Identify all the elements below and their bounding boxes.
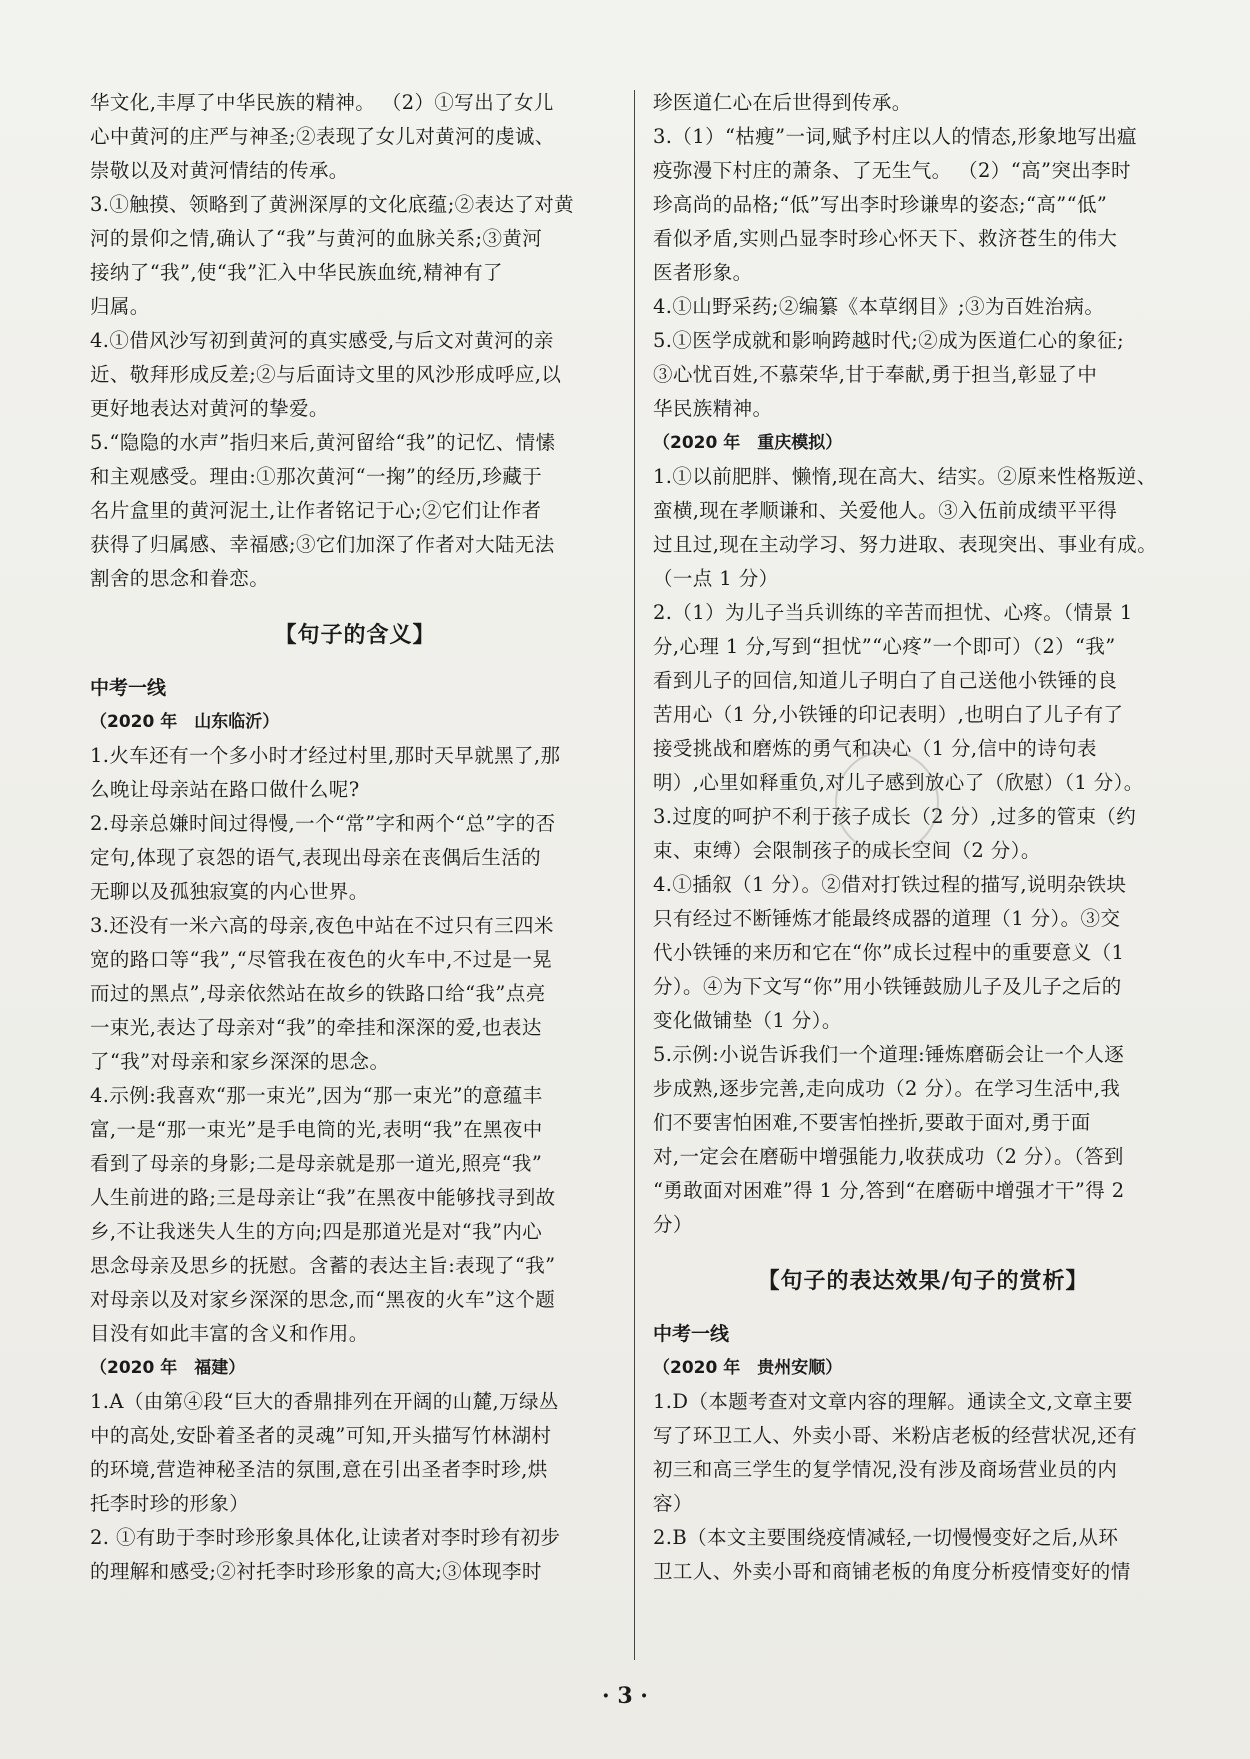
text-line: 乡,不让我迷失人生的方向;四是那道光是对“我”内心 [90,1220,543,1243]
text-line: 1.A（由第④段“巨大的香鼎排列在开阔的山麓,万绿丛 [90,1390,559,1413]
exam-source: （2020 年 山东临沂） [90,712,280,732]
left-block-2 [90,739,620,1351]
left-block-3 [90,1385,620,1589]
text-line: 3.过度的呵护不利于孩子成长（2 分）,过多的管束（约 [653,805,1137,828]
text-line: 了“我”对母亲和家乡深深的思念。 [90,1050,390,1073]
text-line: 珍医道仁心在后世得到传承。 [653,91,912,114]
right-block-2 [653,460,1193,1242]
text-line: 束、束缚）会限制孩子的成长空间（2 分）。 [653,839,1041,862]
faded-stamp [835,750,939,854]
text-line: 变化做铺垫（1 分）。 [653,1009,842,1032]
text-line: 华文化,丰厚了中华民族的精神。 （2）①写出了女儿 [90,91,554,114]
text-line: 1.①以前肥胖、懒惰,现在高大、结实。②原来性格叛逆、 [653,465,1157,488]
text-line: 苦用心（1 分,小铁锤的印记表明）,也明白了儿子有了 [653,703,1124,726]
text-line: 过且过,现在主动学习、努力进取、表现突出、事业有成。 [653,533,1158,556]
text-line: 4.①借风沙写初到黄河的真实感受,与后文对黄河的亲 [90,329,554,352]
text-line: 和主观感受。理由:①那次黄河“一掬”的经历,珍藏于 [90,465,543,488]
text-line: 看到儿子的回信,知道儿子明白了自己送他小铁锤的良 [653,669,1118,692]
text-line: 河的景仰之情,确认了“我”与黄河的血脉关系;③黄河 [90,227,543,250]
text-line: 获得了归属感、幸福感;③它们加深了作者对大陆无法 [90,533,555,556]
left-block-1 [90,86,620,596]
text-line: 只有经过不断锤炼才能最终成器的道理（1 分）。③交 [653,907,1121,930]
text-line: 一束光,表达了母亲对“我”的牵挂和深深的爱,也表达 [90,1016,542,1039]
text-line: 无聊以及孤独寂寞的内心世界。 [90,880,369,903]
text-line: 目没有如此丰富的含义和作用。 [90,1322,369,1345]
text-line: 医者形象。 [653,261,753,284]
text-line: “勇敢面对困难”得 1 分,答到“在磨砺中增强才干”得 2 [653,1179,1125,1202]
text-line: 而过的黑点”,母亲依然站在故乡的铁路口给“我”点亮 [90,982,546,1005]
text-line: ③心忧百姓,不慕荣华,甘于奉献,勇于担当,彰显了中 [653,363,1098,386]
text-line: 明）,心里如释重负,对儿子感到放心了（欣慰）（1 分）。 [653,771,1144,794]
left-column [90,86,620,1589]
text-line: 写了环卫工人、外卖小哥、米粉店老板的经营状况,还有 [653,1424,1138,1447]
text-line: 代小铁锤的来历和它在“你”成长过程中的重要意义（1 [653,941,1125,964]
subsection-title: 中考一线 [90,677,167,699]
text-line: 初三和高三学生的复学情况,没有涉及商场营业员的内 [653,1458,1118,1481]
text-line: 5.示例:小说告诉我们一个道理:锤炼磨砺会让一个人逐 [653,1043,1125,1066]
text-line: 归属。 [90,295,150,318]
text-line: 名片盒里的黄河泥土,让作者铭记于心;②它们让作者 [90,499,542,522]
text-line: 1.D（本题考查对文章内容的理解。通读全文,文章主要 [653,1390,1133,1413]
exam-source: （2020 年 贵州安顺） [653,1358,843,1378]
text-line: 看似矛盾,实则凸显李时珍心怀天下、救济苍生的伟大 [653,227,1118,250]
text-line: 蛮横,现在孝顺谦和、关爱他人。③入伍前成绩平平得 [653,499,1118,522]
right-block-3 [653,1385,1193,1589]
text-line: 3.（1）“枯瘦”一词,赋予村庄以人的情态,形象地写出瘟 [653,125,1138,148]
text-line: 更好地表达对黄河的挚爱。 [90,397,329,420]
right-block-1 [653,86,1193,426]
section-heading-sentence-effect: 【句子的表达效果/句子的赏析】 [757,1269,1089,1294]
exam-source: （2020 年 重庆模拟） [653,433,843,453]
column-divider [634,90,635,1660]
text-line: 心中黄河的庄严与神圣;②表现了女儿对黄河的虔诚、 [90,125,555,148]
text-line: 宽的路口等“我”,“尽管我在夜色的火车中,不过是一晃 [90,948,553,971]
text-line: 接受挑战和磨炼的勇气和决心（1 分,信中的诗句表 [653,737,1097,760]
text-line: 思念母亲及思乡的抚慰。含蓄的表达主旨:表现了“我” [90,1254,556,1277]
text-line: 4.①山野采药;②编纂《本草纲目》;③为百姓治病。 [653,295,1105,318]
text-line: 近、敬拜形成反差;②与后面诗文里的风沙形成呼应,以 [90,363,562,386]
text-line: 4.示例:我喜欢“那一束光”,因为“那一束光”的意蕴丰 [90,1084,543,1107]
exam-source: （2020 年 福建） [90,1358,246,1378]
text-line: 1.火车还有一个多小时才经过村里,那时天早就黑了,那 [90,744,561,767]
text-line: 容） [653,1492,693,1515]
text-line: 人生前进的路;三是母亲让“我”在黑夜中能够找寻到故 [90,1186,556,1209]
text-line: 托李时珍的形象） [90,1492,250,1515]
text-line: 步成熟,逐步完善,走向成功（2 分）。在学习生活中,我 [653,1077,1121,1100]
text-line: 定句,体现了哀怨的语气,表现出母亲在丧偶后生活的 [90,846,541,869]
text-line: 3.还没有一米六高的母亲,夜色中站在不过只有三四米 [90,914,554,937]
text-line: 分） [653,1213,693,1236]
subsection-title: 中考一线 [653,1323,730,1345]
text-line: 分）。④为下文写“你”用小铁锤鼓励儿子及儿子之后的 [653,975,1122,998]
text-line: 2.B（本文主要围绕疫情减轻,一切慢慢变好之后,从环 [653,1526,1119,1549]
text-line: 中的高处,安卧着圣者的灵魂”可知,开头描写竹林湖村 [90,1424,552,1447]
text-line: 接纳了“我”,使“我”汇入中华民族血统,精神有了 [90,261,503,284]
text-line: 看到了母亲的身影;二是母亲就是那一道光,照亮“我” [90,1152,543,1175]
text-line: 割舍的思念和眷恋。 [90,567,270,590]
text-line: 对,一定会在磨砺中增强能力,收获成功（2 分）。（答到 [653,1145,1124,1168]
text-line: 疫弥漫下村庄的萧条、了无生气。 （2）“高”突出李时 [653,159,1131,182]
text-line: 的环境,营造神秘圣洁的氛围,意在引出圣者李时珍,烘 [90,1458,548,1481]
text-line: 卫工人、外卖小哥和商铺老板的角度分析疫情变好的情 [653,1560,1131,1583]
section-heading-sentence-meaning: 【句子的含义】 [274,623,436,648]
text-line: 崇敬以及对黄河情结的传承。 [90,159,349,182]
text-line: 对母亲以及对家乡深深的思念,而“黑夜的火车”这个题 [90,1288,556,1311]
text-line: 2.（1）为儿子当兵训练的辛苦而担忧、心疼。（情景 1 [653,601,1133,624]
text-line: 3.①触摸、领略到了黄洲深厚的文化底蕴;②表达了对黄 [90,193,575,216]
page-number: · 3 · [602,1683,648,1709]
text-line: 5.“隐隐的水声”指归来后,黄河留给“我”的记忆、情愫 [90,431,556,454]
text-line: 4.①插叙（1 分）。②借对打铁过程的描写,说明杂铁块 [653,873,1127,896]
text-line: 分,心理 1 分,写到“担忧”“心疼”一个即可）（2）“我” [653,635,1116,658]
text-line: 珍高尚的品格;“低”写出李时珍谦卑的姿态;“高”“低” [653,193,1108,216]
text-line: 2.母亲总嫌时间过得慢,一个“常”字和两个“总”字的否 [90,812,556,835]
text-line: 华民族精神。 [653,397,773,420]
text-line: 2. ①有助于李时珍形象具体化,让读者对李时珍有初步 [90,1526,561,1549]
text-line: 么晚让母亲站在路口做什么呢? [90,778,360,801]
text-line: 富,一是“那一束光”是手电筒的光,表明“我”在黑夜中 [90,1118,543,1141]
text-line: （一点 1 分） [653,567,779,590]
text-line: 们不要害怕困难,不要害怕挫折,要敢于面对,勇于面 [653,1111,1091,1134]
text-line: 的理解和感受;②衬托李时珍形象的高大;③体现李时 [90,1560,542,1583]
text-line: 5.①医学成就和影响跨越时代;②成为医道仁心的象征; [653,329,1125,352]
